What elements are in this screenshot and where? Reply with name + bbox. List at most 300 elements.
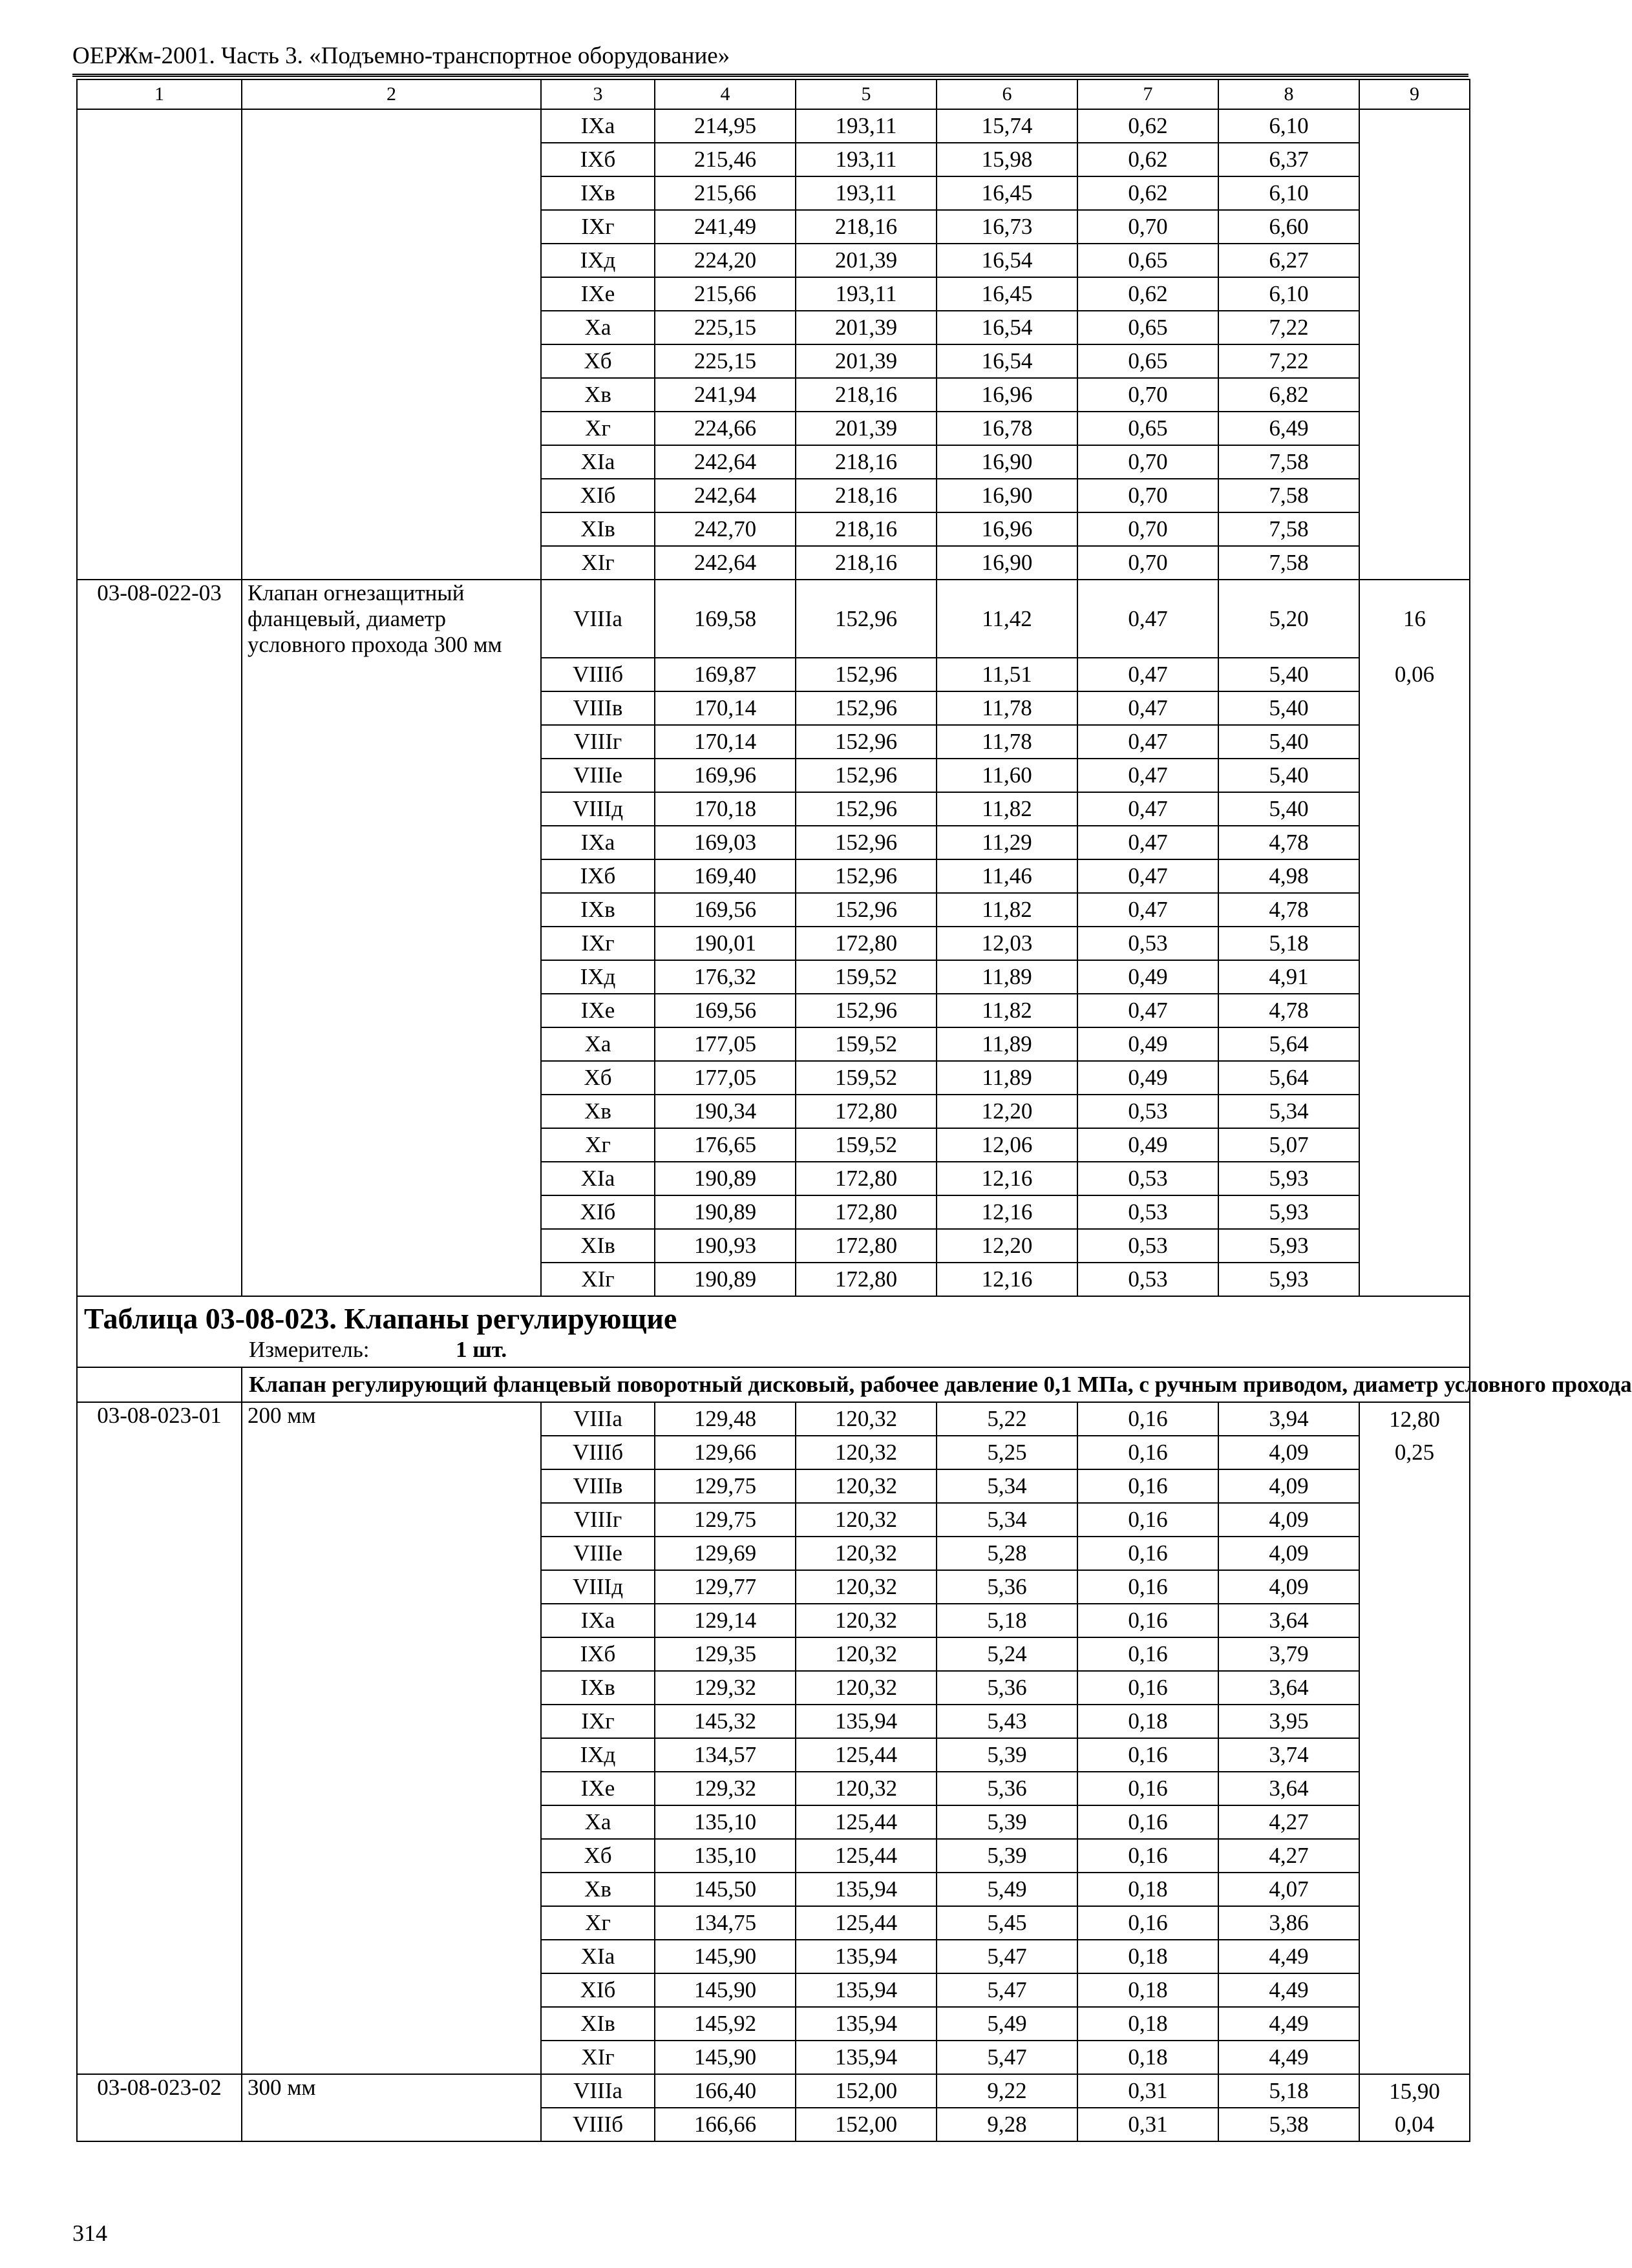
rate-code: 03-08-023-01 <box>77 1402 242 1436</box>
value-cell: 0,49 <box>1077 1061 1218 1095</box>
value-cell: 5,40 <box>1218 725 1359 759</box>
table-row <box>77 1973 1470 2007</box>
rate-code <box>77 792 242 826</box>
table-row <box>77 1772 1470 1805</box>
col9-value <box>1359 1195 1470 1229</box>
rate-name <box>242 176 541 210</box>
value-cell: 201,39 <box>796 344 937 378</box>
col9-value <box>1359 1503 1470 1537</box>
value-cell: 3,95 <box>1218 1705 1359 1738</box>
col9-value <box>1359 1738 1470 1772</box>
col9-value <box>1359 445 1470 479</box>
rate-code <box>77 546 242 580</box>
region-cell: VIIIб <box>541 658 655 691</box>
page-number: 314 <box>72 2220 107 2246</box>
rate-name: Клапан огнезащитный фланцевый, диаметр условного прохода 300 мм <box>242 580 541 658</box>
rate-name <box>242 658 541 691</box>
rate-code <box>77 176 242 210</box>
value-cell: 5,64 <box>1218 1027 1359 1061</box>
value-cell: 6,49 <box>1218 412 1359 445</box>
value-cell: 169,03 <box>655 826 796 859</box>
col9-value <box>1359 1805 1470 1839</box>
value-cell: 3,79 <box>1218 1637 1359 1671</box>
col9-value <box>1359 691 1470 725</box>
value-cell: 152,96 <box>796 893 937 927</box>
value-cell: 4,78 <box>1218 826 1359 859</box>
rate-name <box>242 512 541 546</box>
table-row <box>77 1436 1470 1469</box>
rate-name <box>242 277 541 311</box>
region-cell: Xв <box>541 378 655 412</box>
region-cell: XIв <box>541 1229 655 1263</box>
col9-value <box>1359 210 1470 244</box>
value-cell: 120,32 <box>796 1604 937 1637</box>
table-row <box>77 1061 1470 1095</box>
region-cell: XIв <box>541 2007 655 2041</box>
table-row <box>77 759 1470 792</box>
rate-code <box>77 1940 242 1973</box>
value-cell: 5,47 <box>937 1940 1077 1973</box>
rate-name <box>242 210 541 244</box>
value-cell: 172,80 <box>796 1095 937 1128</box>
table-row <box>77 1195 1470 1229</box>
value-cell: 16,45 <box>937 176 1077 210</box>
col9-value <box>1359 2041 1470 2074</box>
table-row <box>77 1738 1470 1772</box>
rate-name <box>242 1805 541 1839</box>
value-cell: 0,70 <box>1077 210 1218 244</box>
value-cell: 0,47 <box>1077 859 1218 893</box>
table-row <box>77 580 1470 658</box>
col9-value <box>1359 759 1470 792</box>
value-cell: 7,22 <box>1218 344 1359 378</box>
rate-name <box>242 1671 541 1705</box>
value-cell: 241,94 <box>655 378 796 412</box>
value-cell: 170,14 <box>655 725 796 759</box>
value-cell: 9,22 <box>937 2074 1077 2108</box>
region-cell: Xб <box>541 1061 655 1095</box>
value-cell: 0,53 <box>1077 1195 1218 1229</box>
table-row <box>77 1570 1470 1604</box>
value-cell: 3,64 <box>1218 1604 1359 1637</box>
rate-code <box>77 1906 242 1940</box>
value-cell: 0,16 <box>1077 1436 1218 1469</box>
value-cell: 5,40 <box>1218 759 1359 792</box>
rate-name <box>242 1195 541 1229</box>
subheading: Клапан регулирующий фланцевый поворотный дисковый, рабочее давление 0,1 МПа, с ручным приводом, диаметр условного прохода <box>242 1367 1470 1402</box>
value-cell: 3,74 <box>1218 1738 1359 1772</box>
rate-name <box>242 546 541 580</box>
value-cell: 0,16 <box>1077 1671 1218 1705</box>
value-cell: 135,94 <box>796 1940 937 1973</box>
value-cell: 0,62 <box>1077 109 1218 143</box>
table-row <box>77 412 1470 445</box>
value-cell: 242,64 <box>655 479 796 512</box>
rate-name <box>242 927 541 960</box>
col9-value <box>1359 1469 1470 1503</box>
region-cell: VIIIа <box>541 2074 655 2108</box>
col9-value <box>1359 479 1470 512</box>
value-cell: 190,01 <box>655 927 796 960</box>
value-cell: 5,43 <box>937 1705 1077 1738</box>
value-cell: 129,66 <box>655 1436 796 1469</box>
rate-code <box>77 1503 242 1537</box>
region-cell: XIб <box>541 1973 655 2007</box>
value-cell: 120,32 <box>796 1671 937 1705</box>
value-cell: 5,49 <box>937 2007 1077 2041</box>
value-cell: 6,27 <box>1218 244 1359 277</box>
value-cell: 16,90 <box>937 445 1077 479</box>
rate-code <box>77 479 242 512</box>
col9-value <box>1359 143 1470 176</box>
value-cell: 11,89 <box>937 1061 1077 1095</box>
rate-code <box>77 893 242 927</box>
value-cell: 169,87 <box>655 658 796 691</box>
table-row <box>77 2041 1470 2074</box>
value-cell: 6,10 <box>1218 109 1359 143</box>
value-cell: 0,47 <box>1077 580 1218 658</box>
rate-code <box>77 927 242 960</box>
rate-code <box>77 210 242 244</box>
value-cell: 0,47 <box>1077 658 1218 691</box>
value-cell: 0,70 <box>1077 479 1218 512</box>
value-cell: 5,18 <box>937 1604 1077 1637</box>
value-cell: 193,11 <box>796 109 937 143</box>
region-cell: VIIIа <box>541 580 655 658</box>
col9-value <box>1359 311 1470 344</box>
rate-name <box>242 2041 541 2074</box>
region-cell: XIв <box>541 512 655 546</box>
value-cell: 0,49 <box>1077 960 1218 994</box>
col9-value <box>1359 1263 1470 1296</box>
region-cell: VIIIг <box>541 725 655 759</box>
value-cell: 190,34 <box>655 1095 796 1128</box>
value-cell: 4,09 <box>1218 1503 1359 1537</box>
col9-value <box>1359 1027 1470 1061</box>
value-cell: 0,65 <box>1077 244 1218 277</box>
value-cell: 218,16 <box>796 378 937 412</box>
norms-table <box>76 79 1632 2142</box>
value-cell: 225,15 <box>655 311 796 344</box>
col9-value <box>1359 1839 1470 1873</box>
region-cell: Xб <box>541 344 655 378</box>
value-cell: 0,70 <box>1077 445 1218 479</box>
value-cell: 152,96 <box>796 580 937 658</box>
value-cell: 159,52 <box>796 1027 937 1061</box>
value-cell: 0,16 <box>1077 1503 1218 1537</box>
value-cell: 0,53 <box>1077 1229 1218 1263</box>
table-row <box>77 1229 1470 1263</box>
table-row <box>77 143 1470 176</box>
region-cell: VIIIд <box>541 792 655 826</box>
value-cell: 201,39 <box>796 244 937 277</box>
value-cell: 4,49 <box>1218 1940 1359 1973</box>
value-cell: 0,16 <box>1077 1570 1218 1604</box>
region-cell: VIIIв <box>541 691 655 725</box>
col9-value <box>1359 1537 1470 1570</box>
value-cell: 5,38 <box>1218 2108 1359 2141</box>
value-cell: 218,16 <box>796 479 937 512</box>
value-cell: 5,34 <box>937 1503 1077 1537</box>
value-cell: 4,49 <box>1218 1973 1359 2007</box>
value-cell: 4,27 <box>1218 1805 1359 1839</box>
col9-value <box>1359 277 1470 311</box>
rate-name <box>242 1263 541 1296</box>
value-cell: 159,52 <box>796 1061 937 1095</box>
value-cell: 0,47 <box>1077 893 1218 927</box>
rate-name <box>242 109 541 143</box>
region-cell: XIг <box>541 546 655 580</box>
rate-name <box>242 691 541 725</box>
value-cell: 11,42 <box>937 580 1077 658</box>
rate-code <box>77 1772 242 1805</box>
value-cell: 120,32 <box>796 1637 937 1671</box>
table-row <box>77 725 1470 759</box>
value-cell: 12,20 <box>937 1229 1077 1263</box>
value-cell: 134,57 <box>655 1738 796 1772</box>
value-cell: 11,60 <box>937 759 1077 792</box>
rate-code <box>77 960 242 994</box>
value-cell: 135,94 <box>796 2007 937 2041</box>
table-row <box>77 344 1470 378</box>
col9-value <box>1359 344 1470 378</box>
col9-value <box>1359 176 1470 210</box>
col9-value <box>1359 2007 1470 2041</box>
value-cell: 5,93 <box>1218 1195 1359 1229</box>
value-cell: 169,96 <box>655 759 796 792</box>
value-cell: 4,09 <box>1218 1537 1359 1570</box>
column-number: 7 <box>1077 79 1218 109</box>
value-cell: 218,16 <box>796 546 937 580</box>
value-cell: 145,90 <box>655 2041 796 2074</box>
region-cell: XIг <box>541 1263 655 1296</box>
value-cell: 0,53 <box>1077 1162 1218 1195</box>
value-cell: 16,45 <box>937 277 1077 311</box>
table-row <box>77 1671 1470 1705</box>
empty-cell <box>77 1367 242 1402</box>
table-row <box>77 2007 1470 2041</box>
value-cell: 0,16 <box>1077 1637 1218 1671</box>
rate-code <box>77 244 242 277</box>
rate-name <box>242 759 541 792</box>
value-cell: 0,16 <box>1077 1738 1218 1772</box>
value-cell: 120,32 <box>796 1469 937 1503</box>
rate-name <box>242 826 541 859</box>
value-cell: 5,93 <box>1218 1263 1359 1296</box>
value-cell: 11,82 <box>937 994 1077 1027</box>
value-cell: 129,69 <box>655 1537 796 1570</box>
table-row <box>77 1839 1470 1873</box>
region-cell: VIIIа <box>541 1402 655 1436</box>
table-row <box>77 1469 1470 1503</box>
rate-name <box>242 143 541 176</box>
rate-name <box>242 960 541 994</box>
rate-code: 03-08-023-02 <box>77 2074 242 2108</box>
value-cell: 5,39 <box>937 1805 1077 1839</box>
value-cell: 0,16 <box>1077 1469 1218 1503</box>
value-cell: 5,18 <box>1218 2074 1359 2108</box>
value-cell: 135,10 <box>655 1805 796 1839</box>
value-cell: 5,20 <box>1218 580 1359 658</box>
table-row <box>77 1906 1470 1940</box>
rate-code <box>77 378 242 412</box>
rate-code <box>77 1873 242 1906</box>
value-cell: 3,86 <box>1218 1906 1359 1940</box>
value-cell: 0,47 <box>1077 691 1218 725</box>
region-cell: Xг <box>541 1906 655 1940</box>
col9-value <box>1359 378 1470 412</box>
value-cell: 12,06 <box>937 1128 1077 1162</box>
table-row <box>77 176 1470 210</box>
value-cell: 0,62 <box>1077 277 1218 311</box>
rate-name <box>242 244 541 277</box>
value-cell: 170,18 <box>655 792 796 826</box>
rate-name <box>242 725 541 759</box>
value-cell: 145,90 <box>655 1940 796 1973</box>
column-number: 6 <box>937 79 1077 109</box>
rate-code <box>77 2007 242 2041</box>
rate-name <box>242 893 541 927</box>
value-cell: 135,94 <box>796 1973 937 2007</box>
table-row <box>77 244 1470 277</box>
value-cell: 5,36 <box>937 1570 1077 1604</box>
region-cell: Xв <box>541 1873 655 1906</box>
value-cell: 12,03 <box>937 927 1077 960</box>
table-row <box>77 960 1470 994</box>
rate-name <box>242 1229 541 1263</box>
region-cell: IXг <box>541 927 655 960</box>
region-cell: IXв <box>541 176 655 210</box>
value-cell: 215,66 <box>655 176 796 210</box>
value-cell: 152,96 <box>796 658 937 691</box>
value-cell: 3,64 <box>1218 1671 1359 1705</box>
measure-value: 1 шт. <box>456 1337 507 1362</box>
col9-value <box>1359 1973 1470 2007</box>
value-cell: 225,15 <box>655 344 796 378</box>
value-cell: 16,96 <box>937 512 1077 546</box>
region-cell: Xб <box>541 1839 655 1873</box>
value-cell: 0,16 <box>1077 1402 1218 1436</box>
value-cell: 152,96 <box>796 725 937 759</box>
value-cell: 169,40 <box>655 859 796 893</box>
value-cell: 172,80 <box>796 927 937 960</box>
value-cell: 152,00 <box>796 2108 937 2141</box>
value-cell: 218,16 <box>796 512 937 546</box>
value-cell: 135,94 <box>796 1873 937 1906</box>
value-cell: 224,66 <box>655 412 796 445</box>
value-cell: 3,64 <box>1218 1772 1359 1805</box>
table-row <box>77 1537 1470 1570</box>
rate-code <box>77 1738 242 1772</box>
value-cell: 152,96 <box>796 859 937 893</box>
value-cell: 4,78 <box>1218 893 1359 927</box>
table-title: Таблица 03-08-023. Клапаны регулирующие <box>84 1302 677 1335</box>
rate-name <box>242 1839 541 1873</box>
rate-name <box>242 1738 541 1772</box>
rate-code <box>77 143 242 176</box>
rate-code <box>77 445 242 479</box>
value-cell: 176,65 <box>655 1128 796 1162</box>
rate-name <box>242 1469 541 1503</box>
value-cell: 0,18 <box>1077 1873 1218 1906</box>
value-cell: 129,48 <box>655 1402 796 1436</box>
value-cell: 0,31 <box>1077 2108 1218 2141</box>
rate-name <box>242 1128 541 1162</box>
col9-value <box>1359 1906 1470 1940</box>
value-cell: 224,20 <box>655 244 796 277</box>
rate-code <box>77 658 242 691</box>
value-cell: 218,16 <box>796 445 937 479</box>
table-row <box>77 826 1470 859</box>
region-cell: Xв <box>541 1095 655 1128</box>
value-cell: 190,89 <box>655 1195 796 1229</box>
col9-value <box>1359 792 1470 826</box>
rate-name <box>242 2108 541 2141</box>
col9-value <box>1359 1705 1470 1738</box>
col9-value <box>1359 546 1470 580</box>
column-number: 9 <box>1359 79 1470 109</box>
rate-code <box>77 1570 242 1604</box>
rate-name <box>242 1637 541 1671</box>
column-number: 4 <box>655 79 796 109</box>
rate-code <box>77 2108 242 2141</box>
value-cell: 145,92 <box>655 2007 796 2041</box>
value-cell: 0,49 <box>1077 1027 1218 1061</box>
region-cell: IXд <box>541 1738 655 1772</box>
rate-code: 03-08-022-03 <box>77 580 242 658</box>
rate-name <box>242 1772 541 1805</box>
value-cell: 0,53 <box>1077 927 1218 960</box>
col9-value <box>1359 1873 1470 1906</box>
value-cell: 15,98 <box>937 143 1077 176</box>
region-cell: VIIIб <box>541 1436 655 1469</box>
value-cell: 5,47 <box>937 2041 1077 2074</box>
region-cell: IXа <box>541 1604 655 1637</box>
value-cell: 125,44 <box>796 1738 937 1772</box>
value-cell: 11,78 <box>937 725 1077 759</box>
value-cell: 120,32 <box>796 1772 937 1805</box>
value-cell: 12,20 <box>937 1095 1077 1128</box>
value-cell: 5,24 <box>937 1637 1077 1671</box>
value-cell: 145,90 <box>655 1973 796 2007</box>
value-cell: 135,10 <box>655 1839 796 1873</box>
value-cell: 0,18 <box>1077 2007 1218 2041</box>
rate-name <box>242 1705 541 1738</box>
table-row <box>77 277 1470 311</box>
rate-name <box>242 792 541 826</box>
rate-code <box>77 859 242 893</box>
col9-value <box>1359 412 1470 445</box>
value-cell: 152,96 <box>796 994 937 1027</box>
col9-value <box>1359 927 1470 960</box>
value-cell: 7,58 <box>1218 445 1359 479</box>
value-cell: 145,32 <box>655 1705 796 1738</box>
col9-value <box>1359 725 1470 759</box>
table-row <box>77 210 1470 244</box>
region-cell: XIб <box>541 1195 655 1229</box>
value-cell: 7,58 <box>1218 546 1359 580</box>
region-cell: IXб <box>541 143 655 176</box>
value-cell: 0,70 <box>1077 378 1218 412</box>
rate-code <box>77 1469 242 1503</box>
rate-name <box>242 994 541 1027</box>
value-cell: 5,93 <box>1218 1162 1359 1195</box>
col9-value <box>1359 960 1470 994</box>
region-cell: IXв <box>541 893 655 927</box>
region-cell: IXе <box>541 994 655 1027</box>
value-cell: 0,16 <box>1077 1537 1218 1570</box>
rate-code <box>77 412 242 445</box>
